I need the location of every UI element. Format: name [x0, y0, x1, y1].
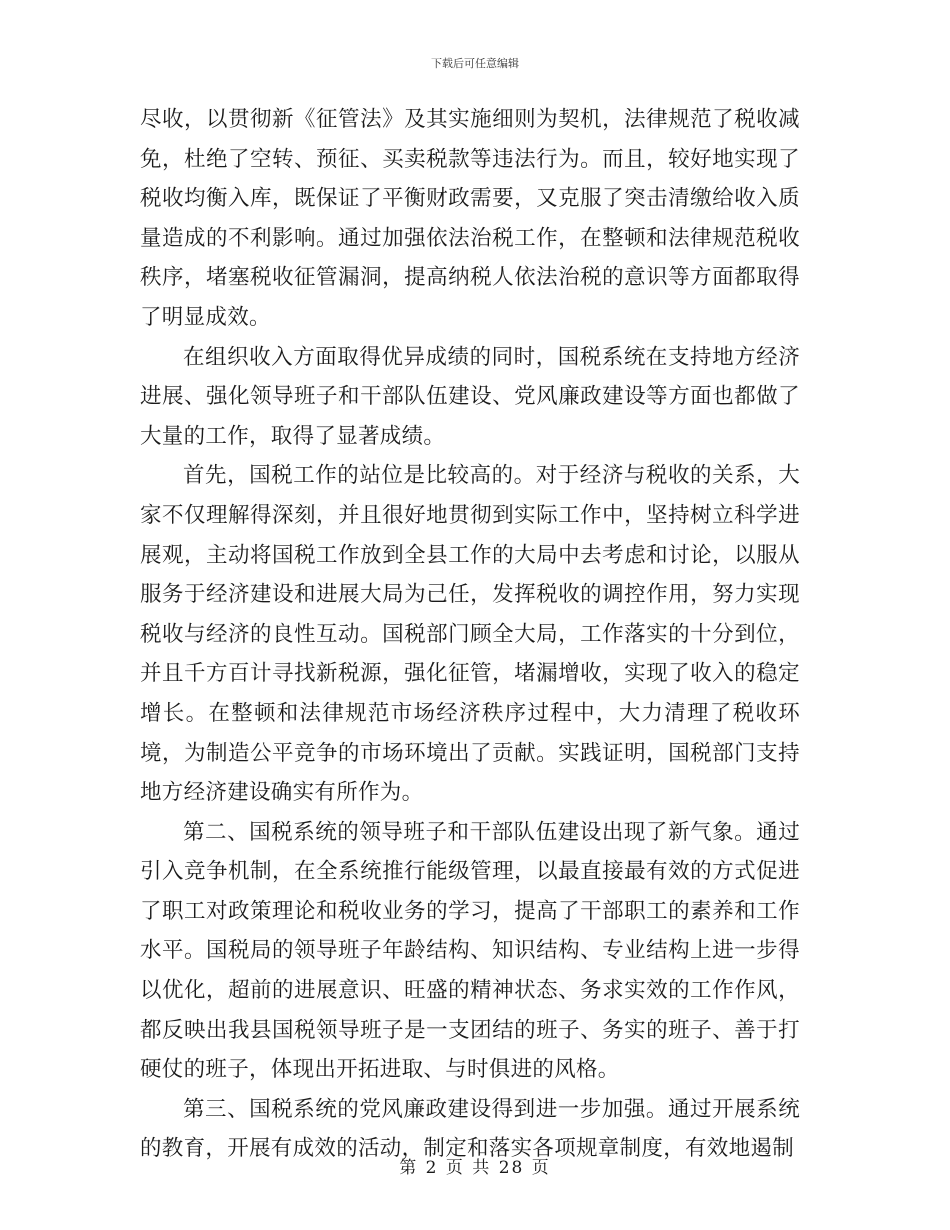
page-header: 下载后可任意编辑	[431, 57, 519, 70]
paragraph: 在组织收入方面取得优异成绩的同时，国税系统在支持地方经济进展、强化领导班子和干部队伍建设、党风廉政建设等方面也都做了大量的工作，取得了显著成绩。	[140, 344, 800, 449]
paragraph: 尽收，以贯彻新《征管法》及其实施细则为契机，法律规范了税收减免，杜绝了空转、预征、买卖税款等违法行为。而且，较好地实现了税收均衡入库，既保证了平衡财政需要，又克服了突击清缴给收入质量造成的不利影响。通过加强依法治税工作，在整顿和法律规范税收秩序，堵塞税收征管漏洞，提高纳税人依法治税的意识等方面都取得了明显成效。	[140, 107, 800, 330]
page-footer: 第 2 页 共 28 页	[399, 1158, 551, 1178]
paragraph: 第二、国税系统的领导班子和干部队伍建设出现了新气象。通过引入竞争机制，在全系统推行能级管理，以最直接最有效的方式促进了职工对政策理论和税收业务的学习，提高了干部职工的素养和工作水平。国税局的领导班子年龄结构、知识结构、专业结构上进一步得以优化，超前的进展意识、旺盛的精神状态、务求实效的工作作风，都反映出我县国税领导班子是一支团结的班子、务实的班子、善于打硬仗的班子，体现出开拓进取、与时俱进的风格。	[140, 819, 800, 1083]
document-body	[140, 100, 800, 1169]
paragraph: 第三、国税系统的党风廉政建设得到进一步加强。通过开展系统的教育，开展有成效的活动，制定和落实各项规章制度，有效地遏制	[140, 1096, 800, 1162]
paragraph: 首先，国税工作的站位是比较高的。对于经济与税收的关系，大家不仅理解得深刻，并且很好地贯彻到实际工作中，坚持树立科学进展观，主动将国税工作放到全县工作的大局中去考虑和讨论，以服从服务于经济建设和进展大局为己任，发挥税收的调控作用，努力实现税收与经济的良性互动。国税部门顾全大局，工作落实的十分到位，并且千方百计寻找新税源，强化征管，堵漏增收，实现了收入的稳定增长。在整顿和法律规范市场经济秩序过程中，大力清理了税收环境，为制造公平竞争的市场环境出了贡献。实践证明，国税部门支持地方经济建设确实有所作为。	[140, 463, 800, 806]
